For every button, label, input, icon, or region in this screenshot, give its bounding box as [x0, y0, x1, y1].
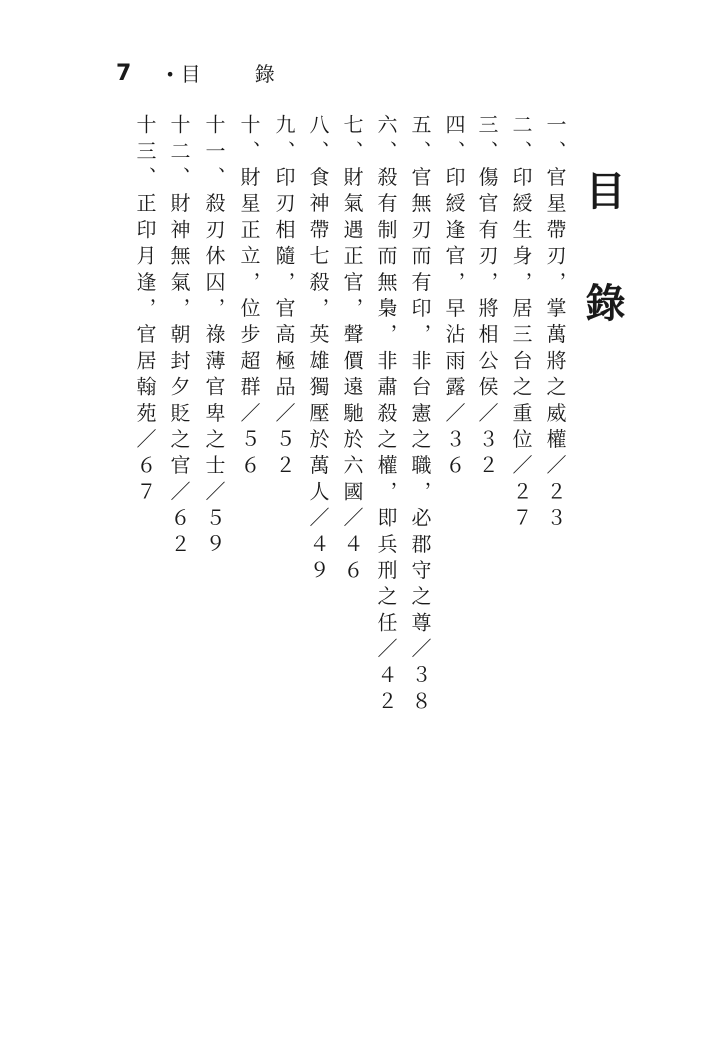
- toc-entry-text: 三、傷官有刃，將相公侯／３２: [475, 114, 499, 481]
- running-head: 目錄: [180, 62, 329, 86]
- toc-entry-5[interactable]: [405, 114, 435, 734]
- toc-entry-8[interactable]: [303, 114, 333, 734]
- toc-entry-text: 八、食神帶七殺，英雄獨壓於萬人／４９: [306, 114, 330, 586]
- page-number: 7: [116, 61, 132, 86]
- toc-entries: [126, 114, 576, 814]
- toc-entry-text: 十三、正印月逢，官居翰苑／６７: [133, 114, 157, 507]
- toc-entry-text: 二、印綬生身，居三台之重位／２７: [509, 114, 533, 534]
- bullet-mark: •: [165, 64, 175, 84]
- toc-entry-7[interactable]: [337, 114, 367, 734]
- toc-entry-2[interactable]: [506, 114, 536, 734]
- toc-entry-12[interactable]: [164, 114, 194, 734]
- toc-entry-3[interactable]: [472, 114, 502, 734]
- toc-entry-10[interactable]: [234, 114, 264, 734]
- toc-entry-6[interactable]: [371, 114, 401, 734]
- toc-entry-text: 十二、財神無氣，朝封夕貶之官／６２: [167, 114, 191, 560]
- toc-entry-text: 五、官無刃而有印，非台憲之職，必郡守之尊／３８: [408, 114, 432, 717]
- toc-entry-11[interactable]: [199, 114, 229, 734]
- toc-entry-1[interactable]: [540, 114, 570, 734]
- toc-entry-text: 六、殺有制而無梟，非肅殺之權，即兵刑之任／４２: [374, 114, 398, 717]
- toc-entry-text: 十一、殺刃休囚，祿薄官卑之士／５９: [202, 114, 226, 560]
- toc-entry-4[interactable]: [439, 114, 469, 734]
- toc-entry-text: 七、財氣遇正官，聲價遠馳於六國／４６: [340, 114, 364, 586]
- toc-entry-9[interactable]: [269, 114, 299, 734]
- toc-entry-text: 十、財星正立，位步超群／５６: [237, 114, 261, 481]
- toc-entry-13[interactable]: [130, 114, 160, 734]
- toc-entry-text: 九、印刃相隨，官高極品／５２: [272, 114, 296, 481]
- toc-entry-text: 一、官星帶刃，掌萬將之威權／２３: [543, 114, 567, 534]
- toc-entry-text: 四、印綬逢官，早沾雨露／３６: [442, 114, 466, 481]
- toc-title: 目錄: [579, 170, 625, 394]
- page-header: [116, 56, 329, 92]
